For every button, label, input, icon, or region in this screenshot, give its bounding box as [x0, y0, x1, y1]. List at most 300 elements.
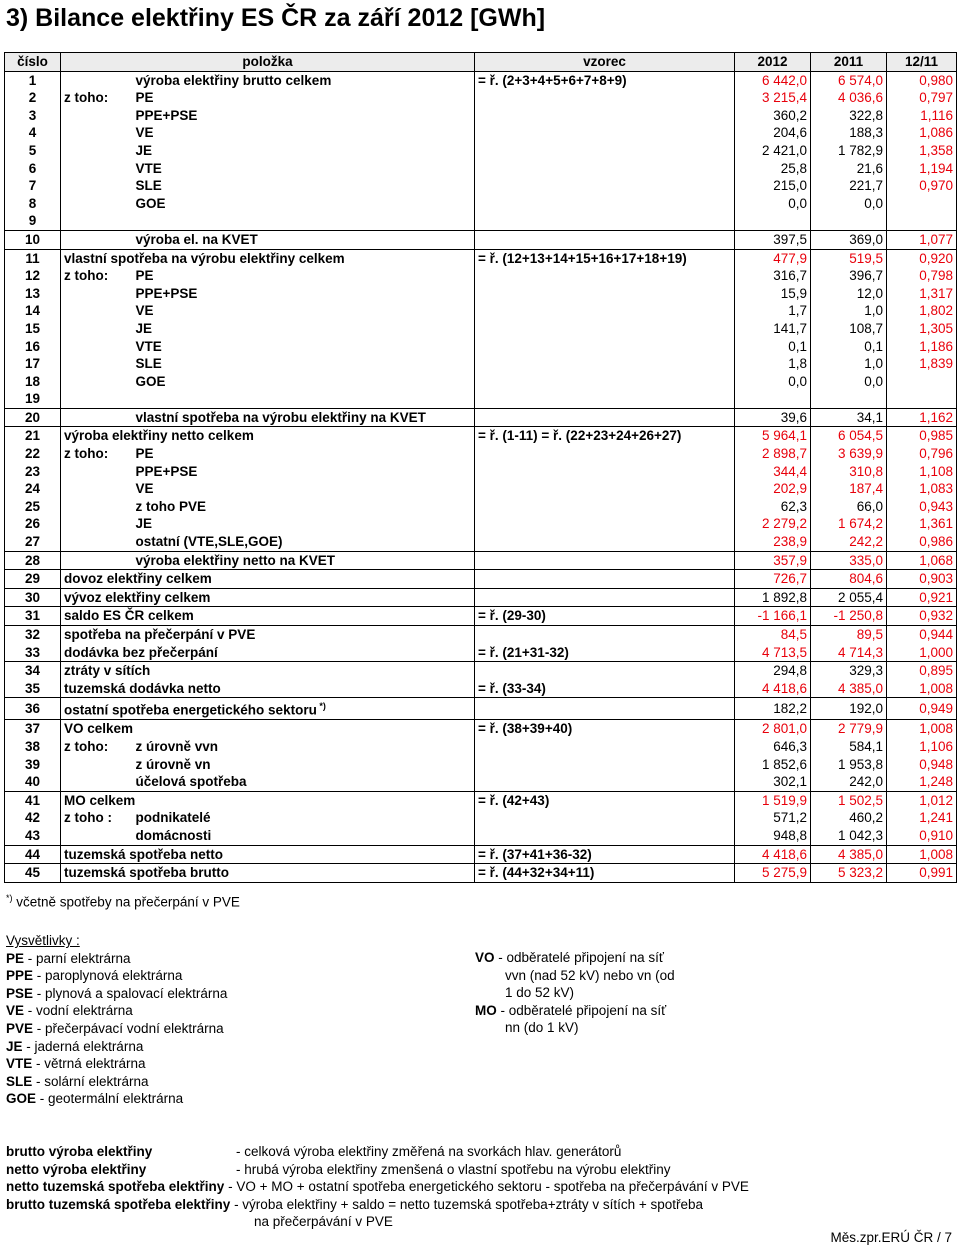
table-row	[5, 463, 957, 481]
value-2011: 21,6	[811, 160, 887, 178]
row-prefix	[61, 320, 133, 338]
value-2012: 302,1	[735, 773, 811, 791]
row-formula	[475, 142, 735, 160]
value-ratio	[887, 195, 957, 213]
row-prefix	[61, 390, 133, 408]
row-formula	[475, 738, 735, 756]
definition-term: netto tuzemská spotřeba elektřiny	[6, 1179, 225, 1195]
value-ratio: 0,797	[887, 89, 957, 107]
table-row	[5, 195, 957, 213]
value-2011: 5 323,2	[811, 864, 887, 883]
legend-abbr: VO	[475, 950, 495, 965]
row-prefix	[61, 302, 133, 320]
table-row	[5, 480, 957, 498]
row-prefix	[61, 212, 133, 230]
row-number: 3	[5, 107, 61, 125]
value-ratio: 1,305	[887, 320, 957, 338]
row-label: dovoz elektřiny celkem	[61, 570, 475, 589]
footnote	[6, 893, 240, 910]
legend-item	[475, 1019, 675, 1037]
value-2011: 1 953,8	[811, 756, 887, 774]
row-formula	[475, 809, 735, 827]
row-label: PPE+PSE	[133, 107, 475, 125]
value-2011: 0,0	[811, 373, 887, 391]
table-row	[5, 773, 957, 791]
row-number: 41	[5, 791, 61, 809]
definition-item	[6, 1161, 749, 1179]
table-row	[5, 551, 957, 570]
balance-table	[4, 52, 957, 883]
legend-text: - parní elektrárna	[24, 950, 131, 966]
row-label	[133, 390, 475, 408]
row-label: z úrovně vvn	[133, 738, 475, 756]
value-ratio: 1,802	[887, 302, 957, 320]
table-row	[5, 107, 957, 125]
value-ratio: 0,970	[887, 177, 957, 195]
col-header-formula: vzorec	[475, 53, 735, 72]
row-formula: = ř. (29-30)	[475, 607, 735, 626]
legend-text: - odběratelé připojení na síť	[494, 950, 664, 965]
value-2011: 519,5	[811, 249, 887, 267]
table-row	[5, 662, 957, 680]
row-number: 15	[5, 320, 61, 338]
value-2011: 369,0	[811, 230, 887, 249]
row-formula	[475, 588, 735, 607]
value-2011: 396,7	[811, 267, 887, 285]
value-2012: 238,9	[735, 533, 811, 551]
table-row	[5, 445, 957, 463]
row-prefix: z toho:	[61, 267, 133, 285]
table-row	[5, 124, 957, 142]
table-row	[5, 720, 957, 738]
value-2012: 2 801,0	[735, 720, 811, 738]
legend-item	[6, 1002, 227, 1020]
table-row	[5, 827, 957, 845]
legend-abbr: JE	[6, 1038, 23, 1054]
definition-text: - VO + MO + ostatní spotřeba energetického sektoru - spotřeba na přečerpávání v PVE	[224, 1179, 749, 1195]
legend-text: - větrná elektrárna	[32, 1056, 146, 1072]
value-2012: 2 279,2	[735, 515, 811, 533]
row-number: 44	[5, 845, 61, 864]
row-prefix	[61, 773, 133, 791]
row-label: GOE	[133, 195, 475, 213]
row-prefix	[61, 177, 133, 195]
legend-abbr: SLE	[6, 1073, 33, 1089]
value-ratio: 1,116	[887, 107, 957, 125]
value-2011: 460,2	[811, 809, 887, 827]
table-row	[5, 302, 957, 320]
value-ratio: 0,991	[887, 864, 957, 883]
row-number: 2	[5, 89, 61, 107]
value-2011: 335,0	[811, 551, 887, 570]
table-row	[5, 756, 957, 774]
row-formula	[475, 756, 735, 774]
row-formula	[475, 498, 735, 516]
row-number: 20	[5, 408, 61, 427]
row-formula: = ř. (1-11) = ř. (22+23+24+26+27)	[475, 427, 735, 445]
row-number: 28	[5, 551, 61, 570]
legend-item	[475, 949, 675, 967]
row-number: 39	[5, 756, 61, 774]
value-ratio: 0,986	[887, 533, 957, 551]
value-2011: 1 674,2	[811, 515, 887, 533]
value-2012: 4 418,6	[735, 680, 811, 698]
row-label: PPE+PSE	[133, 463, 475, 481]
row-formula	[475, 570, 735, 589]
table-row	[5, 373, 957, 391]
value-2011: 584,1	[811, 738, 887, 756]
value-ratio: 0,980	[887, 71, 957, 89]
value-2011: 6 574,0	[811, 71, 887, 89]
table-row	[5, 427, 957, 445]
value-2011	[811, 390, 887, 408]
value-ratio: 0,920	[887, 249, 957, 267]
row-prefix	[61, 355, 133, 373]
value-ratio: 0,949	[887, 698, 957, 720]
value-2012: 5 964,1	[735, 427, 811, 445]
legend-item	[475, 984, 675, 1002]
table-body	[5, 71, 957, 882]
col-header-2011: 2011	[811, 53, 887, 72]
row-label: tuzemská spotřeba brutto	[61, 864, 475, 883]
value-2011: 1 502,5	[811, 791, 887, 809]
value-2011: 242,0	[811, 773, 887, 791]
row-formula	[475, 480, 735, 498]
row-prefix	[61, 463, 133, 481]
row-number: 24	[5, 480, 61, 498]
row-number: 1	[5, 71, 61, 89]
row-label: MO celkem	[61, 791, 475, 809]
table-row	[5, 408, 957, 427]
legend-item	[6, 1073, 227, 1091]
row-formula	[475, 302, 735, 320]
footnote-text: včetně spotřeby na přečerpání v PVE	[16, 894, 240, 910]
value-2011	[811, 212, 887, 230]
row-label: z úrovně vn	[133, 756, 475, 774]
value-ratio: 1,194	[887, 160, 957, 178]
value-ratio: 1,361	[887, 515, 957, 533]
value-2012: 344,4	[735, 463, 811, 481]
page-title: 3) Bilance elektřiny ES ČR za září 2012 [GWh]	[6, 4, 546, 32]
value-2012: 202,9	[735, 480, 811, 498]
value-2011: 187,4	[811, 480, 887, 498]
row-number: 18	[5, 373, 61, 391]
row-number: 33	[5, 644, 61, 662]
row-formula	[475, 827, 735, 845]
row-formula	[475, 445, 735, 463]
row-label: tuzemská spotřeba netto	[61, 845, 475, 864]
row-label: výroba el. na KVET	[133, 230, 475, 249]
table-row	[5, 791, 957, 809]
row-label: výroba elektřiny netto na KVET	[133, 551, 475, 570]
row-number: 31	[5, 607, 61, 626]
value-2012: 1 519,9	[735, 791, 811, 809]
row-formula	[475, 107, 735, 125]
value-ratio: 0,796	[887, 445, 957, 463]
value-ratio: 0,943	[887, 498, 957, 516]
row-formula	[475, 463, 735, 481]
value-ratio: 1,008	[887, 680, 957, 698]
col-header-item: položka	[61, 53, 475, 72]
row-number: 36	[5, 698, 61, 720]
value-2012: 62,3	[735, 498, 811, 516]
value-2011: 192,0	[811, 698, 887, 720]
row-formula	[475, 230, 735, 249]
legend-text: nn (do 1 kV)	[505, 1020, 579, 1036]
value-2012: 6 442,0	[735, 71, 811, 89]
definition-text: - celková výroba elektřiny změřená na svorkách hlav. generátorů	[236, 1144, 622, 1159]
row-prefix	[61, 230, 133, 249]
legend-item	[6, 985, 227, 1003]
value-2011: 1,0	[811, 355, 887, 373]
legend-text: vvn (nad 52 kV) nebo vn (od	[505, 967, 675, 983]
value-2011: 4 714,3	[811, 644, 887, 662]
col-header-number: číslo	[5, 53, 61, 72]
value-2012: 215,0	[735, 177, 811, 195]
definition-term: brutto výroba elektřiny	[6, 1144, 153, 1159]
row-formula	[475, 355, 735, 373]
row-label: SLE	[133, 355, 475, 373]
value-2011: 1,0	[811, 302, 887, 320]
row-prefix: z toho:	[61, 445, 133, 463]
value-2012: 0,0	[735, 195, 811, 213]
row-number: 38	[5, 738, 61, 756]
row-number: 4	[5, 124, 61, 142]
row-number: 45	[5, 864, 61, 883]
value-2012: -1 166,1	[735, 607, 811, 626]
value-2011: 66,0	[811, 498, 887, 516]
row-formula: = ř. (37+41+36-32)	[475, 845, 735, 864]
value-2012: 25,8	[735, 160, 811, 178]
footnote-mark: *)	[316, 701, 326, 712]
row-label: podnikatelé	[133, 809, 475, 827]
value-2012: 726,7	[735, 570, 811, 589]
value-ratio	[887, 390, 957, 408]
row-label: VTE	[133, 160, 475, 178]
definition-term: netto výroba elektřiny	[6, 1161, 147, 1177]
legend-text: - vodní elektrárna	[24, 1003, 133, 1019]
table-row	[5, 607, 957, 626]
value-ratio: 1,068	[887, 551, 957, 570]
legend-text: - jaderná elektrárna	[22, 1038, 144, 1054]
table-row	[5, 698, 957, 720]
table-row	[5, 626, 957, 644]
row-formula: = ř. (21+31-32)	[475, 644, 735, 662]
row-label: PE	[133, 445, 475, 463]
row-label: účelová spotřeba	[133, 773, 475, 791]
value-2012: 15,9	[735, 285, 811, 303]
value-ratio: 1,008	[887, 845, 957, 864]
value-ratio: 1,086	[887, 124, 957, 142]
value-ratio: 0,932	[887, 607, 957, 626]
legend-item	[6, 967, 227, 985]
value-2011: 1 782,9	[811, 142, 887, 160]
value-2011: 242,2	[811, 533, 887, 551]
row-number: 11	[5, 249, 61, 267]
value-ratio: 1,241	[887, 809, 957, 827]
value-2011: -1 250,8	[811, 607, 887, 626]
row-prefix	[61, 533, 133, 551]
legend-right	[475, 949, 675, 1037]
value-ratio: 1,008	[887, 720, 957, 738]
row-prefix	[61, 124, 133, 142]
table-row	[5, 160, 957, 178]
value-2011: 3 639,9	[811, 445, 887, 463]
table-row	[5, 809, 957, 827]
row-formula	[475, 160, 735, 178]
row-label: tuzemská dodávka netto	[61, 680, 475, 698]
value-2011: 322,8	[811, 107, 887, 125]
legend-abbr: PVE	[6, 1020, 34, 1036]
row-prefix: z toho :	[61, 809, 133, 827]
row-label: VE	[133, 124, 475, 142]
value-2011: 2 779,9	[811, 720, 887, 738]
row-label: výroba elektřiny brutto celkem	[133, 71, 475, 89]
row-formula	[475, 195, 735, 213]
row-number: 7	[5, 177, 61, 195]
table-row	[5, 515, 957, 533]
row-label: domácnosti	[133, 827, 475, 845]
row-number: 10	[5, 230, 61, 249]
row-prefix	[61, 195, 133, 213]
row-label: vlastní spotřeba na výrobu elektřiny celkem	[61, 249, 475, 267]
row-label: VE	[133, 302, 475, 320]
row-number: 17	[5, 355, 61, 373]
value-ratio: 1,083	[887, 480, 957, 498]
value-ratio: 0,798	[887, 267, 957, 285]
table-row	[5, 267, 957, 285]
value-ratio: 1,248	[887, 773, 957, 791]
value-2012: 4 418,6	[735, 845, 811, 864]
value-2011: 310,8	[811, 463, 887, 481]
value-2012: 646,3	[735, 738, 811, 756]
table-row	[5, 738, 957, 756]
value-2012: 948,8	[735, 827, 811, 845]
value-2012: 294,8	[735, 662, 811, 680]
value-ratio	[887, 373, 957, 391]
value-2012: 360,2	[735, 107, 811, 125]
value-2011: 804,6	[811, 570, 887, 589]
row-number: 40	[5, 773, 61, 791]
value-2011: 4 385,0	[811, 845, 887, 864]
value-ratio: 1,358	[887, 142, 957, 160]
value-2012: 571,2	[735, 809, 811, 827]
row-number: 9	[5, 212, 61, 230]
value-ratio	[887, 212, 957, 230]
value-ratio: 1,077	[887, 230, 957, 249]
row-number: 16	[5, 338, 61, 356]
legend-item	[6, 950, 227, 968]
row-prefix	[61, 142, 133, 160]
legend-text: - geotermální elektrárna	[36, 1091, 184, 1107]
row-label: GOE	[133, 373, 475, 391]
row-label: PE	[133, 267, 475, 285]
value-2012: 84,5	[735, 626, 811, 644]
row-number: 42	[5, 809, 61, 827]
row-number: 14	[5, 302, 61, 320]
table-row	[5, 570, 957, 589]
row-label: dodávka bez přečerpání	[61, 644, 475, 662]
table-row	[5, 680, 957, 698]
col-header-2012: 2012	[735, 53, 811, 72]
row-label: PE	[133, 89, 475, 107]
table-row	[5, 320, 957, 338]
row-prefix	[61, 827, 133, 845]
value-2012: 3 215,4	[735, 89, 811, 107]
row-prefix	[61, 107, 133, 125]
row-number: 8	[5, 195, 61, 213]
row-number: 35	[5, 680, 61, 698]
value-2012: 0,0	[735, 373, 811, 391]
row-formula	[475, 89, 735, 107]
value-2012: 141,7	[735, 320, 811, 338]
row-label: ostatní (VTE,SLE,GOE)	[133, 533, 475, 551]
value-ratio: 1,839	[887, 355, 957, 373]
value-ratio: 1,186	[887, 338, 957, 356]
value-2011: 34,1	[811, 408, 887, 427]
row-formula: = ř. (42+43)	[475, 791, 735, 809]
definition-item	[6, 1196, 749, 1214]
value-2011: 329,3	[811, 662, 887, 680]
row-label: ztráty v sítích	[61, 662, 475, 680]
row-label: JE	[133, 515, 475, 533]
row-formula	[475, 515, 735, 533]
value-ratio: 0,985	[887, 427, 957, 445]
legend-abbr: PSE	[6, 985, 34, 1001]
row-number: 29	[5, 570, 61, 589]
row-number: 34	[5, 662, 61, 680]
definition-item	[6, 1178, 749, 1196]
row-number: 37	[5, 720, 61, 738]
row-label: JE	[133, 320, 475, 338]
value-2012: 1,8	[735, 355, 811, 373]
value-2011: 4 385,0	[811, 680, 887, 698]
row-label: VE	[133, 480, 475, 498]
table-row	[5, 864, 957, 883]
row-number: 5	[5, 142, 61, 160]
value-ratio: 1,000	[887, 644, 957, 662]
definitions	[6, 1143, 749, 1231]
table-row	[5, 533, 957, 551]
value-2012: 1,7	[735, 302, 811, 320]
value-ratio: 0,910	[887, 827, 957, 845]
row-prefix	[61, 408, 133, 427]
row-label: PPE+PSE	[133, 285, 475, 303]
definition-text: na přečerpávání v PVE	[254, 1214, 393, 1230]
row-label: vývoz elektřiny celkem	[61, 588, 475, 607]
legend-item	[6, 1090, 227, 1108]
legend-left	[6, 932, 227, 1108]
table-row	[5, 212, 957, 230]
row-formula: = ř. (33-34)	[475, 680, 735, 698]
table-row	[5, 177, 957, 195]
legend-abbr: VTE	[6, 1056, 33, 1072]
row-formula	[475, 338, 735, 356]
value-2011: 4 036,6	[811, 89, 887, 107]
value-ratio: 0,903	[887, 570, 957, 589]
value-2012: 39,6	[735, 408, 811, 427]
row-number: 43	[5, 827, 61, 845]
value-2012: 2 898,7	[735, 445, 811, 463]
legend-text: 1 do 52 kV)	[505, 985, 575, 1001]
row-formula	[475, 533, 735, 551]
legend-item	[475, 1002, 675, 1020]
row-number: 30	[5, 588, 61, 607]
legend-item	[6, 1038, 227, 1056]
legend-text: - plynová a spalovací elektrárna	[33, 985, 228, 1001]
value-2011: 2 055,4	[811, 588, 887, 607]
row-prefix	[61, 285, 133, 303]
